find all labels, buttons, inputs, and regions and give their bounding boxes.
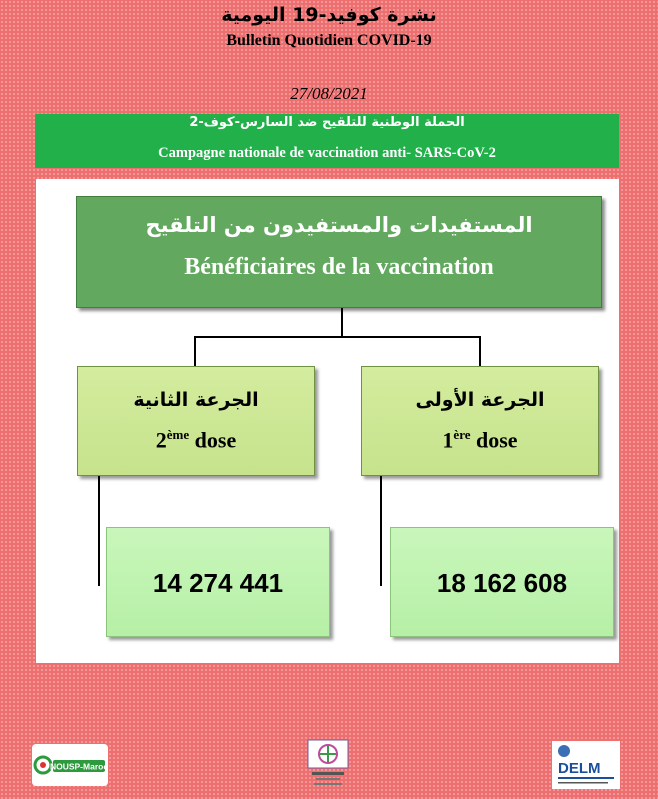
connector-left-drop [194,336,196,366]
second-dose-label-ar: الجرعة الثانية [133,389,259,411]
ministry-health-emblem-icon [306,738,350,794]
connector-right-drop [479,336,481,366]
first-dose-word: dose [476,427,518,453]
second-dose-suffix: ème [166,427,190,442]
beneficiaries-box [76,196,602,308]
beneficiaries-title-ar: المستفيدات والمستفيدون من التلقيح [145,213,533,237]
second-dose-label-fr [78,427,314,453]
first-dose-label-ar: الجرعة الأولى [415,389,545,411]
bulletin-title-fr: Bulletin Quotidien COVID-19 [226,32,432,49]
nousp-logo-text: NOUSP-Maroc [49,761,108,772]
connector-trunk [341,308,343,337]
bulletin-date: 27/08/2021 [290,84,368,103]
second-dose-value: 14 274 441 [152,568,284,598]
first-dose-value: 18 162 608 [436,568,568,598]
beneficiaries-title-fr: Bénéficiaires de la vaccination [184,254,494,280]
connector-horizontal [194,336,480,338]
second-dose-value-box [106,527,330,637]
connector-left-down [98,476,100,586]
connector-right-down [380,476,382,586]
first-dose-label-fr [362,427,598,453]
first-dose-suffix: ère [453,427,471,442]
second-dose-box [77,366,315,476]
campaign-title-ar: الحملة الوطنية للتلقيح ضد السارس-كوف-2 [189,115,465,130]
delm-logo-icon [552,741,620,789]
second-dose-number: 2 [155,427,167,453]
delm-logo-text: DELM [558,760,601,777]
campaign-title-fr: Campagne nationale de vaccination anti- SARS-CoV-2 [158,145,496,161]
first-dose-box [361,366,599,476]
campaign-banner [35,114,619,168]
second-dose-word: dose [194,427,237,453]
nousp-logo-icon [32,744,108,786]
bulletin-title-ar: نشرة كوفيد-19 اليومية [221,4,437,26]
first-dose-number: 1 [442,427,454,453]
first-dose-value-box [390,527,614,637]
